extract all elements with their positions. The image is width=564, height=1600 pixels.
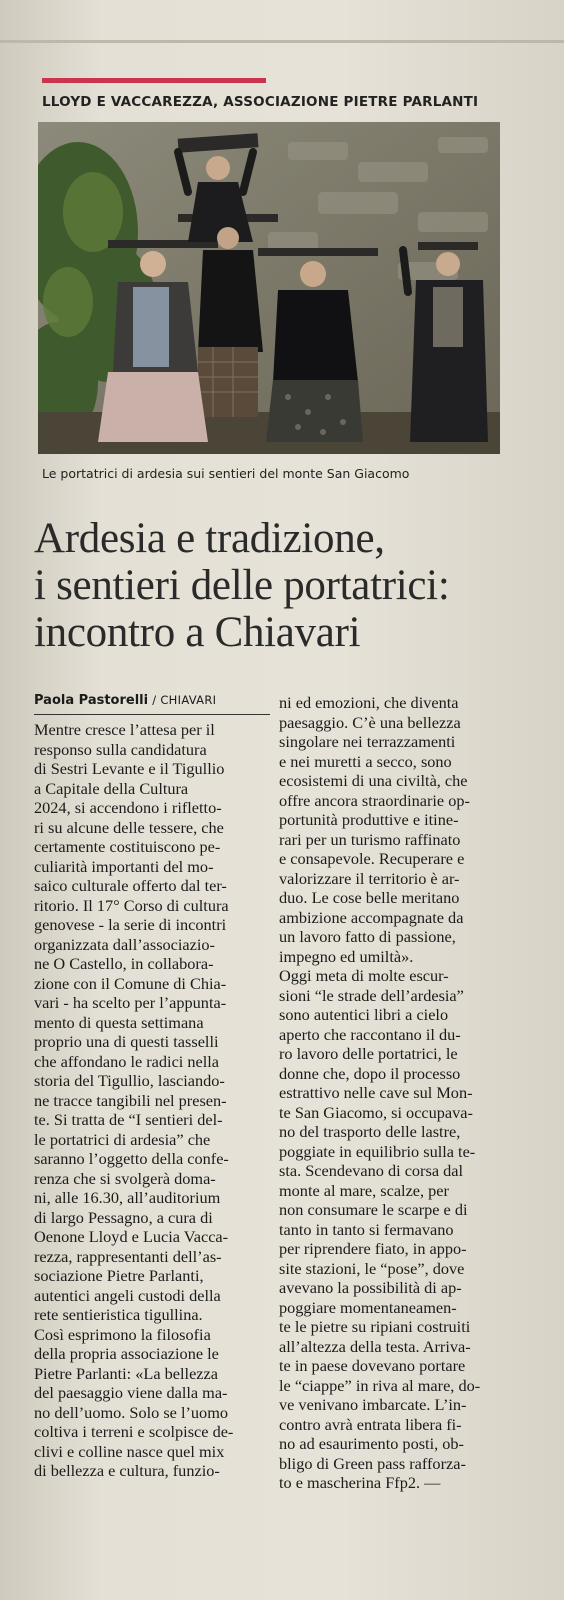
article-text-line: sociazione Pietre Parlanti, <box>34 1266 204 1285</box>
article-text-line: proprio una di questi tasselli <box>34 1032 219 1051</box>
article-text-line: autentici angeli custodi della <box>34 1285 221 1305</box>
article-text-line: avevano la possibilità di ap- <box>279 1278 462 1297</box>
article-text-line: saranno l’oggetto della confe- <box>34 1149 229 1168</box>
article-text-line: singolare nei terrazzamenti <box>279 732 456 751</box>
article-text-line: tanto in tanto si fermavano <box>279 1219 454 1239</box>
article-text-line: all’altezza della testa. Arriva- <box>279 1336 471 1356</box>
article-text-line: rari per un turismo raffinato <box>279 829 461 849</box>
headline-line: incontro a Chiavari <box>34 609 361 656</box>
article-text-line: ecosistemi di una civiltà, che <box>279 771 468 790</box>
article-text-line: te. Si tratta de “I sentieri del- <box>34 1110 223 1129</box>
article-text-line: non consumare le scarpe e di <box>279 1200 468 1219</box>
article-text-line: e consapevole. Recuperare e <box>279 849 465 868</box>
article-text-line: sta. Scendevano di corsa dal <box>279 1161 464 1180</box>
article-text-line: vari - ha scelto per l’appunta- <box>34 993 227 1012</box>
article-text-line: donne che, dopo il processo <box>279 1063 461 1083</box>
article-text-line: un lavoro fatto di passione, <box>279 927 456 946</box>
article-text-line: che affondano le radici nella <box>34 1051 220 1071</box>
article-text-line: no ad esaurimento posti, ob- <box>279 1434 464 1453</box>
article-photo <box>38 122 500 454</box>
article-text-line: per riprendere fiato, in appo- <box>279 1239 467 1258</box>
article-text-line: te San Giacomo, si occupava- <box>279 1102 473 1122</box>
accent-bar <box>42 78 266 83</box>
article-text-line: di Sestri Levante e il Tigullio <box>34 759 225 778</box>
photo-caption: Le portatrici di ardesia sui sentieri del monte San Giacomo <box>42 466 410 481</box>
article-text-line: genovese - la serie di incontri <box>34 915 227 934</box>
byline-author: Paola Pastorelli <box>34 693 149 708</box>
article-text-line: della propria associazione le <box>34 1344 219 1363</box>
article-text-line: rezza, rappresentanti dell’as- <box>34 1246 222 1266</box>
article-text-line: coltiva i terreni e scolpisce de- <box>34 1422 234 1441</box>
article-text-line: valorizzare il territorio è ar- <box>279 868 460 888</box>
article-text-line: poggiare momentaneamen- <box>279 1297 457 1317</box>
article-text-line: ni, alle 16.30, all’auditorium <box>34 1188 221 1207</box>
article-text-line: portunità produttive e itine- <box>279 810 459 829</box>
article-text-line: aperto che raccontano il du- <box>279 1024 461 1044</box>
article-text-line: le “ciappe” in riva al mare, do- <box>279 1375 481 1395</box>
article-text-line: saico culturale offerto dal ter- <box>34 876 227 895</box>
article-text-line: impegno ed umiltà». <box>279 946 414 966</box>
article-text-line: del paesaggio viene dalla ma- <box>34 1383 228 1402</box>
article-text-line: sioni “le strade dell’ardesia” <box>279 985 464 1005</box>
article-text-line: ri su alcune delle tessere, che <box>34 817 224 837</box>
byline <box>34 693 270 708</box>
article-text-line: ne O Castello, in collabora- <box>34 954 214 973</box>
article-text-line: poggiate in equilibrio sulla te- <box>279 1141 476 1161</box>
article-text-line: bligo di Green pass rafforza- <box>279 1453 466 1473</box>
article-text-line: site stazioni, le “pose”, dove <box>279 1258 465 1278</box>
article-text-line: te le pietre su ripiani costruiti <box>279 1317 471 1336</box>
article-text-line: to e mascherina Ffp2. — <box>279 1473 441 1492</box>
photo-credit: LLOYD E VACCAREZZA, ASSOCIAZIONE PIETRE PARLANTI <box>42 94 479 110</box>
article-text-line: no del trasporto delle lastre, <box>279 1122 461 1141</box>
article-text-line: duo. Le cose belle meritano <box>279 888 460 907</box>
article-text-line: Oenone Lloyd e Lucia Vacca- <box>34 1227 229 1246</box>
article-text-line: Mentre cresce l’attesa per il <box>34 720 215 739</box>
byline-rule <box>34 714 270 715</box>
article-text-line: organizzata dall’associazio- <box>34 934 215 954</box>
article-column-2 <box>279 693 523 1493</box>
article-text-line: e nei muretti a secco, sono <box>279 751 452 771</box>
article-text-line: di largo Pessagno, a cura di <box>34 1207 213 1227</box>
article-text-line: responso sulla candidatura <box>34 739 207 759</box>
article-text-line: renza che si svolgerà doma- <box>34 1168 216 1188</box>
article-column-1 <box>34 720 270 1481</box>
article-text-line: ro lavoro delle portatrici, le <box>279 1044 458 1063</box>
byline-place: / CHIAVARI <box>152 693 217 707</box>
article-text-line: ne tracce tangibili nel presen- <box>34 1090 227 1110</box>
article-text-line: sono autentici libri a cielo <box>279 1005 449 1024</box>
article-headline <box>34 515 524 656</box>
article-text-line: paesaggio. C’è una bellezza <box>279 712 461 732</box>
article-text-line: ni ed emozioni, che diventa <box>279 693 459 712</box>
article-text-line: Pietre Parlanti: «La bellezza <box>34 1363 218 1383</box>
article-text-line: no dell’uomo. Solo se l’uomo <box>34 1402 229 1422</box>
article-text-line: Così esprimono la filosofia <box>34 1324 211 1344</box>
article-text-line: te in paese dovevano portare <box>279 1356 466 1375</box>
article-text-line: storia del Tigullio, lasciando- <box>34 1071 225 1090</box>
article-text-line: culiarità importanti del mo- <box>34 856 214 876</box>
headline-line: Ardesia e tradizione, <box>34 515 385 562</box>
headline-line: i sentieri delle portatrici: <box>34 562 450 609</box>
article-text-line: mento di questa settimana <box>34 1012 204 1032</box>
article-text-line: Oggi meta di molte escur- <box>279 966 449 985</box>
article-text-line: offre ancora straordinarie op- <box>279 790 470 810</box>
article-text-line: 2024, si accendono i rifletto- <box>34 798 222 817</box>
article-text-line: estrattivo nelle cave sul Mon- <box>279 1083 473 1102</box>
article-text-line: certamente costituiscono pe- <box>34 837 221 856</box>
paper-fold-line <box>0 40 564 43</box>
article-text-line: ritorio. Il 17° Corso di cultura <box>34 895 229 915</box>
article-text-line: di bellezza e cultura, funzio- <box>34 1461 220 1480</box>
article-text-line: clivi e colline nasce quel mix <box>34 1441 225 1461</box>
article-text-line: zione con il Comune di Chia- <box>34 973 227 993</box>
article-text-line: ambizione accompagnate da <box>279 907 464 927</box>
article-text-line: contro avrà entrata libera fi- <box>279 1414 462 1434</box>
article-text-line: ve venivano imbarcate. L’in- <box>279 1395 467 1414</box>
article-text-line: a Capitale della Cultura <box>34 778 189 798</box>
article-text-line: monte al mare, scalze, per <box>279 1180 449 1200</box>
article-text-line: le portatrici di ardesia” che <box>34 1129 211 1149</box>
article-text-line: rete sentieristica tigullina. <box>34 1305 203 1324</box>
portatrici-photo-illustration <box>38 122 500 454</box>
